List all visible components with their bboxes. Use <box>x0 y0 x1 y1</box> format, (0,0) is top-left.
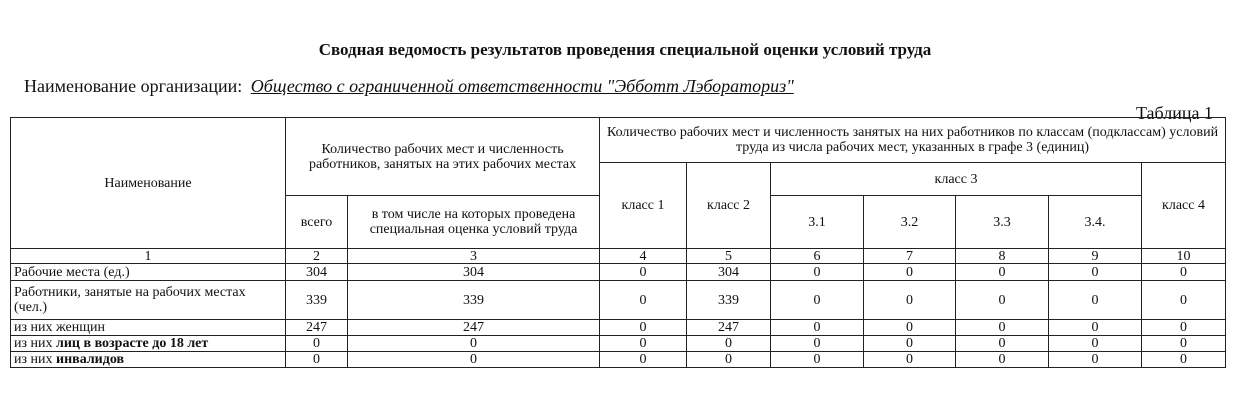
cell-class33: 0 <box>956 336 1049 352</box>
header-class4: класс 4 <box>1142 163 1226 249</box>
header-name: Наименование <box>11 118 286 249</box>
header-class2: класс 2 <box>687 163 771 249</box>
cell-class2: 339 <box>687 281 771 320</box>
row-label: из них женщин <box>11 320 286 336</box>
row-label: Работники, занятые на рабочих местах (чел.) <box>11 281 286 320</box>
cell-class32: 0 <box>864 336 956 352</box>
cell-total: 304 <box>286 264 348 281</box>
cell-class2: 0 <box>687 336 771 352</box>
cell-class4: 0 <box>1142 336 1226 352</box>
table-row <box>11 264 1226 281</box>
table-row <box>11 281 1226 320</box>
cell-class4: 0 <box>1142 281 1226 320</box>
column-number: 10 <box>1142 249 1226 264</box>
table-row <box>11 336 1226 352</box>
row-label: Рабочие места (ед.) <box>11 264 286 281</box>
organization-label: Наименование организации: <box>24 76 243 96</box>
cell-class33: 0 <box>956 352 1049 368</box>
column-number: 2 <box>286 249 348 264</box>
cell-class31: 0 <box>771 352 864 368</box>
header-classes-group: Количество рабочих мест и численность занятых на них работников по классам (подклассам) условий труда из числа рабочих мест, указанных в графе 3 (единиц) <box>600 118 1226 163</box>
cell-class32: 0 <box>864 281 956 320</box>
column-number: 6 <box>771 249 864 264</box>
cell-assessed: 247 <box>348 320 600 336</box>
column-number-row <box>11 249 1226 264</box>
column-number: 4 <box>600 249 687 264</box>
cell-assessed: 0 <box>348 336 600 352</box>
row-label-bold: лиц в возрасте до 18 лет <box>56 336 209 351</box>
cell-total: 339 <box>286 281 348 320</box>
cell-assessed: 304 <box>348 264 600 281</box>
cell-assessed: 339 <box>348 281 600 320</box>
table-row <box>11 320 1226 336</box>
cell-class31: 0 <box>771 320 864 336</box>
cell-class34: 0 <box>1049 320 1142 336</box>
cell-class33: 0 <box>956 264 1049 281</box>
cell-class32: 0 <box>864 320 956 336</box>
cell-total: 0 <box>286 352 348 368</box>
column-number: 8 <box>956 249 1049 264</box>
header-workplaces-group: Количество рабочих мест и численность работников, занятых на этих рабочих местах <box>286 118 600 196</box>
cell-class33: 0 <box>956 320 1049 336</box>
header-total: всего <box>286 196 348 249</box>
cell-class4: 0 <box>1142 320 1226 336</box>
organization-name: Общество с ограниченной ответственности "Эбботт Лэбораториз" <box>250 76 794 96</box>
column-number: 3 <box>348 249 600 264</box>
cell-class31: 0 <box>771 264 864 281</box>
cell-class2: 304 <box>687 264 771 281</box>
header-class3: класс 3 <box>771 163 1142 196</box>
cell-class1: 0 <box>600 336 687 352</box>
cell-total: 0 <box>286 336 348 352</box>
organization-line <box>24 76 794 97</box>
document-title: Сводная ведомость результатов проведения специальной оценки условий труда <box>318 40 932 59</box>
column-number: 1 <box>11 249 286 264</box>
header-sub31: 3.1 <box>771 196 864 249</box>
table-number: Таблица 1 <box>1136 103 1213 123</box>
cell-class34: 0 <box>1049 352 1142 368</box>
header-assessed: в том числе на которых проведена специальная оценка условий труда <box>348 196 600 249</box>
table-row <box>11 352 1226 368</box>
header-sub32: 3.2 <box>864 196 956 249</box>
cell-class1: 0 <box>600 264 687 281</box>
column-number: 5 <box>687 249 771 264</box>
header-class1: класс 1 <box>600 163 687 249</box>
header-sub34: 3.4. <box>1049 196 1142 249</box>
cell-class31: 0 <box>771 336 864 352</box>
cell-class1: 0 <box>600 352 687 368</box>
column-number: 7 <box>864 249 956 264</box>
cell-class32: 0 <box>864 264 956 281</box>
row-label <box>11 352 286 368</box>
cell-class2: 247 <box>687 320 771 336</box>
row-label-bold: инвалидов <box>56 352 125 367</box>
cell-class1: 0 <box>600 320 687 336</box>
summary-table <box>10 117 1226 368</box>
cell-class2: 0 <box>687 352 771 368</box>
cell-class34: 0 <box>1049 264 1142 281</box>
cell-class1: 0 <box>600 281 687 320</box>
row-label-prefix: из них <box>14 352 57 367</box>
column-number: 9 <box>1049 249 1142 264</box>
cell-class4: 0 <box>1142 352 1226 368</box>
cell-class4: 0 <box>1142 264 1226 281</box>
cell-total: 247 <box>286 320 348 336</box>
row-label <box>11 336 286 352</box>
row-label-prefix: из них <box>14 336 57 351</box>
cell-class33: 0 <box>956 281 1049 320</box>
header-sub33: 3.3 <box>956 196 1049 249</box>
cell-class34: 0 <box>1049 336 1142 352</box>
cell-class31: 0 <box>771 281 864 320</box>
cell-class34: 0 <box>1049 281 1142 320</box>
cell-class32: 0 <box>864 352 956 368</box>
cell-assessed: 0 <box>348 352 600 368</box>
